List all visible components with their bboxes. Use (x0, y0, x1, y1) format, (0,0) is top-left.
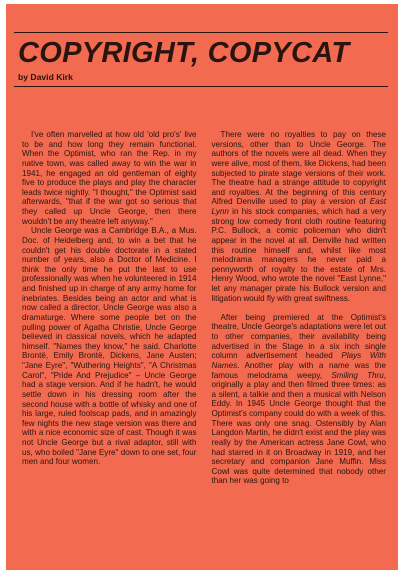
paragraph-4-text-c: , originally a play and then filmed three times: as a silent, a talkie and then a musical with Nelson Eddy. In 1945 Uncle George thought that the Optimist's company could do with a week of this. There was only one snag. Ostensibly by Alan Langdon Martin, he didn't exist and the play was really by the American actress Jane Cowl, who had starred in it on Broadway in 1919, and her secretary and companion Jane Muffin. Miss Cowl was quite determined that nobody other than her was going to (211, 370, 386, 486)
article-body (22, 130, 386, 562)
article-byline: by David Kirk (18, 72, 73, 82)
paragraph-4-text-a: After being premiered at the Optimist's theatre, Uncle George's adaptations were let out to other companies, their availability being advertised in the Stage in a six inch single column advertisement headed (211, 312, 386, 361)
paragraph-1: I've often marvelled at how old 'old pro's' live to be and how long they remain functional. When the Optimist, who ran the Rep. in my native town, was called away to win the war in 1941, he engaged an old gentleman of eighty five to produce the plays and play the character leads twice nightly. "I thought," the Optimist said afterwards, "that if the war got so serious that they called up Uncle George, then there wouldn't be any theatre left anyway." (22, 130, 197, 226)
magazine-page (6, 4, 398, 570)
paragraph-4 (212, 313, 387, 486)
paragraph-3 (212, 130, 387, 303)
paragraph-4-title-smiling-thru: Smiling Thru (331, 370, 384, 380)
paragraph-3-text-b: in his stock companies, which had a very strong low comedy front cloth routine featuring P.C. Bullock, a comic policeman who didn't appear in the novel at all. Denville had written this routine himself and, whilst like most melodrama managers he never paid a pennyworth of royalty to the estate of Mrs. Henry Wood, who wrote the novel "East Lynne," let any manager pirate his Bullock version and litigation would fly with great swiftness. (211, 207, 386, 303)
paragraph-3-title-east-lynn: East Lynn (211, 197, 386, 216)
byline-rule (14, 86, 388, 87)
paragraph-2: Uncle George was a Cambridge B.A., a Mus. Doc. of Heidelberg and, to win a bet that he couldn't get his double doctorate in a stated number of years, also a Doctor of Medicine. I think the only time he put the last to use professionally was when he volunteered in 1914 and finished up in charge of any army home for inebriates. Besides being an actor and what is now called a director, Uncle George was also a dramaturge. Where some people bet on the pulling power of Agatha Christie, Uncle George believed in classical novels, which he adapted himself. "Names they know," he said. Charlotte Brontë, Emily Brontë, Dickens, Jane Austen; "Jane Eyre", "Wuthering Heights", "A Christmas Carol", "Pride And Prejudice" – Uncle George had a stage version. And if he hadn't, he would settle down in his dressing room after the second house with a bottle of whisky and one of his large, ruled foolscap pads, and in amazingly few nights the new stage version was there and with a nice economic size of cast. Though it was not Uncle George but a rival adaptor, still with us, who boiled "Jane Eyre" down to one set, four men and four women. (22, 226, 197, 467)
top-rule (14, 32, 388, 33)
article-title: COPYRIGHT, COPYCAT (18, 37, 350, 69)
paragraph-3-text-a: There were no royalties to pay on these versions, other than to Uncle George. The authors of the novels were all dead. When they were alive, most of them, like Dickens, had been subjected to pirate stage versions of their work. The theatre had a strange attitude to copyright and royalties. At the beginning of this century Alfred Denville used to play a version of (211, 130, 386, 207)
paragraph-4-text-b: . Another play with a name was the famous melodrama weepy, (211, 360, 386, 380)
paragraph-4-title-plays-with-names: Plays With Names (211, 351, 386, 370)
